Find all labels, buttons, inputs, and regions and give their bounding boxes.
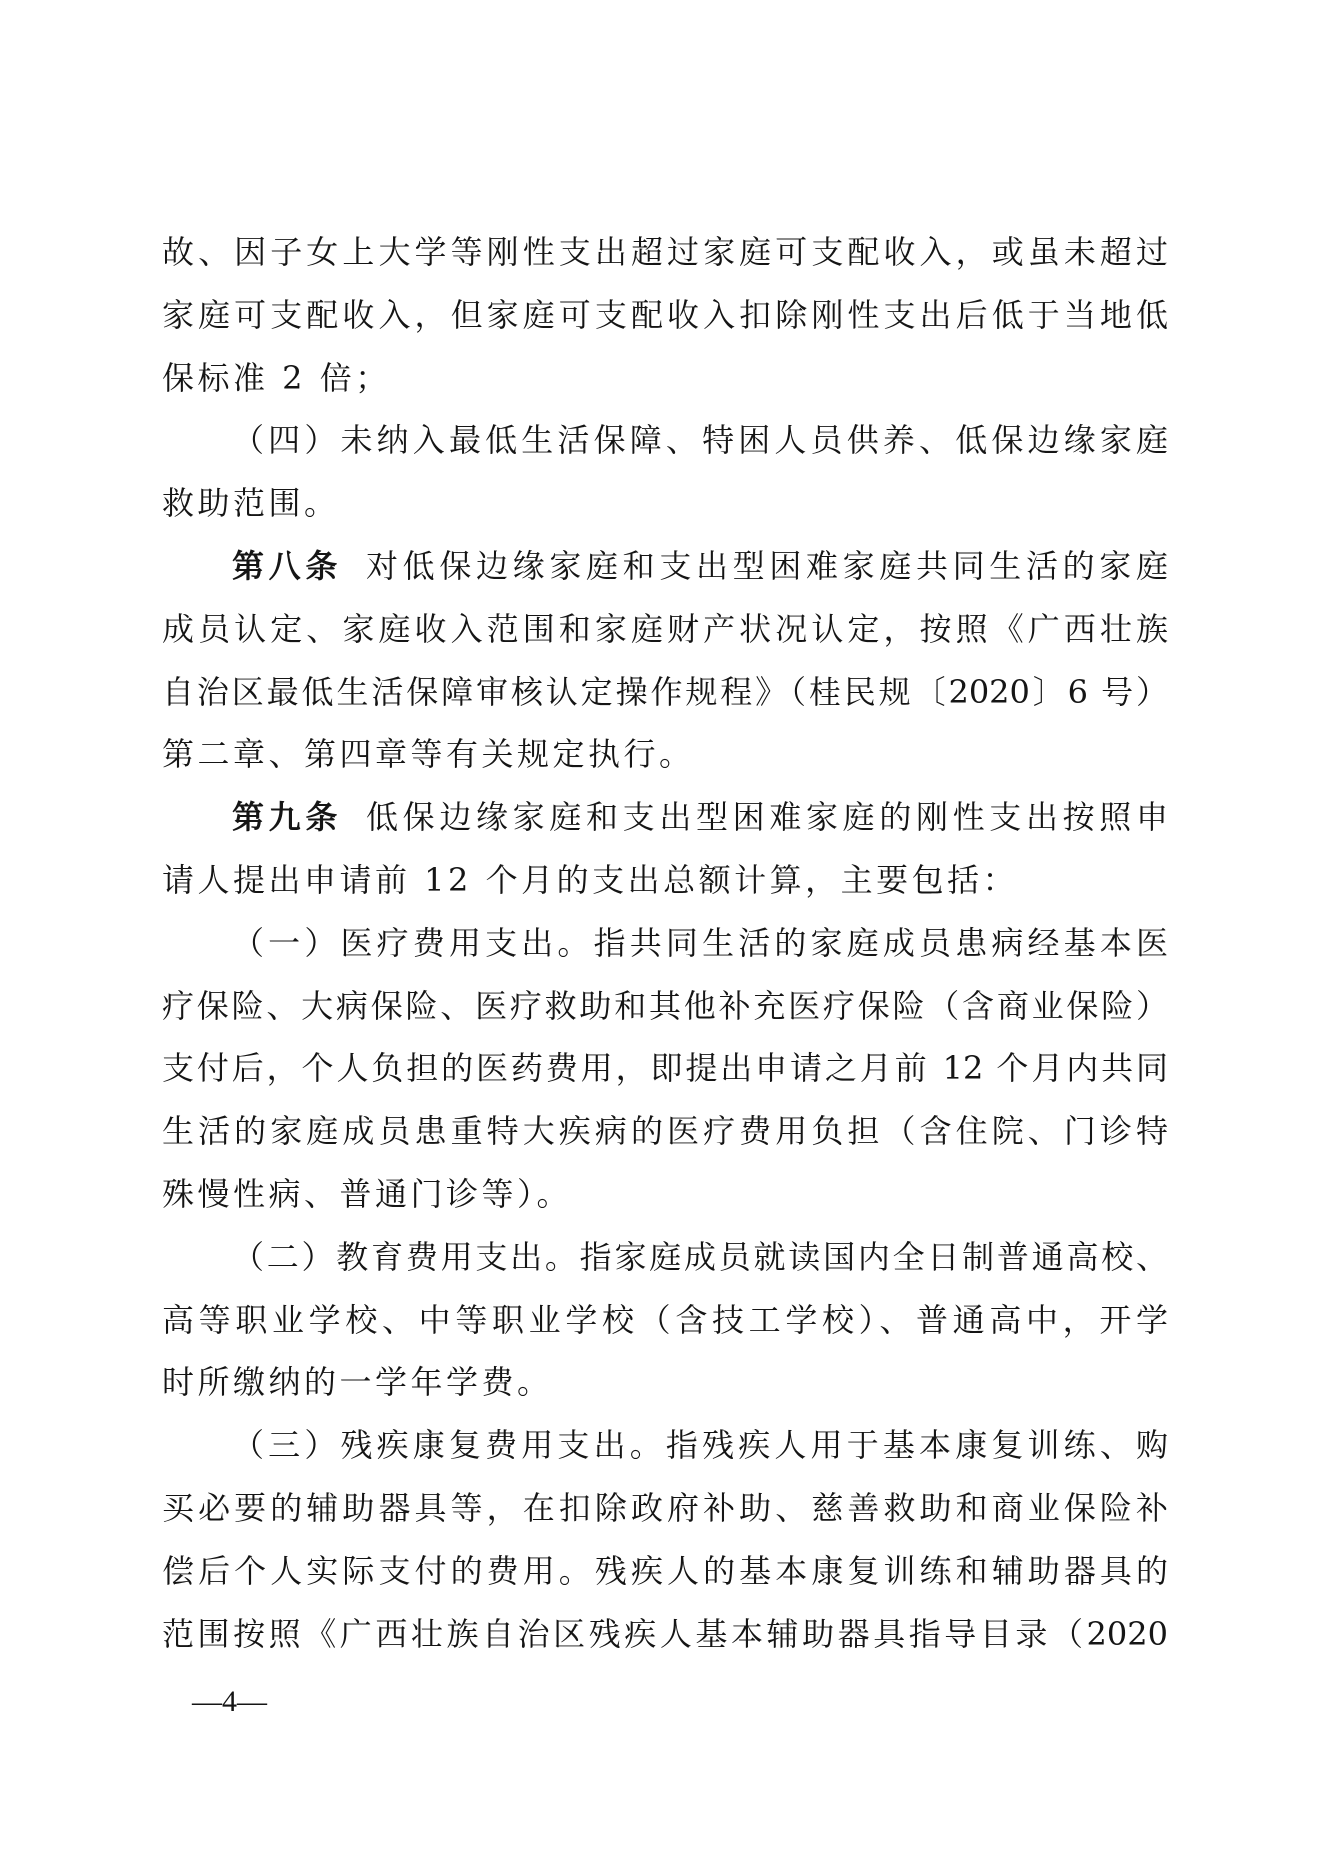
text-line: 买必要的辅助器具等，在扣除政府补助、慈善救助和商业保险补: [162, 1488, 1168, 1527]
paragraph-continuation: [162, 221, 1168, 409]
text-line: [162, 786, 1168, 849]
paragraph-article-8: [162, 535, 1168, 786]
text-line: 成员认定、家庭收入范围和家庭财产状况认定，按照《广西壮族: [162, 609, 1168, 648]
article-heading: 第九条: [232, 798, 342, 837]
paragraph-item-one: [162, 912, 1168, 1226]
text-line-content: 对低保边缘家庭和支出型困难家庭共同生活的家庭: [366, 546, 1168, 585]
paragraph-item-four: [162, 409, 1168, 535]
text-line: 支付后，个人负担的医药费用，即提出申请之月前 12 个月内共同: [162, 1049, 1168, 1088]
text-line: 故、因子女上大学等刚性支出超过家庭可支配收入，或虽未超过: [162, 233, 1168, 271]
text-line: 家庭可支配收入，但家庭可支配收入扣除刚性支出后低于当地低: [162, 295, 1168, 334]
text-line: 高等职业学校、中等职业学校（含技工学校）、普通高中，开学: [162, 1300, 1168, 1339]
text-line-content: 低保边缘家庭和支出型困难家庭的刚性支出按照申: [366, 798, 1168, 837]
text-line: 疗保险、大病保险、医疗救助和其他补充医疗保险（含商业保险）: [162, 986, 1168, 1025]
text-line: （四）未纳入最低生活保障、特困人员供养、低保边缘家庭: [232, 421, 1168, 460]
text-line: 救助范围。: [162, 484, 340, 523]
paragraph-item-three: [162, 1414, 1168, 1665]
text-line: 范围按照《广西壮族自治区残疾人基本辅助器具指导目录（2020: [162, 1614, 1168, 1653]
page-number: —4—: [192, 1685, 267, 1718]
article-heading: 第八条: [232, 546, 342, 585]
text-line: 第二章、第四章等有关规定执行。: [162, 735, 695, 774]
body-text: [162, 221, 1168, 1665]
paragraph-item-two: [162, 1226, 1168, 1414]
text-line: 殊慢性病、普通门诊等）。: [162, 1174, 573, 1213]
text-line: [162, 535, 1168, 598]
text-line: 请人提出申请前 12 个月的支出总额计算，主要包括：: [162, 860, 1019, 899]
text-line: （二）教育费用支出。指家庭成员就读国内全日制普通高校、: [232, 1237, 1168, 1276]
paragraph-article-9: [162, 786, 1168, 912]
text-line: （一）医疗费用支出。指共同生活的家庭成员患病经基本医: [232, 923, 1168, 962]
text-line: 时所缴纳的一学年学费。: [162, 1363, 553, 1402]
text-line: （三）残疾康复费用支出。指残疾人用于基本康复训练、购: [232, 1426, 1168, 1465]
text-line: 生活的家庭成员患重特大疾病的医疗费用负担（含住院、门诊特: [162, 1112, 1168, 1151]
text-line: 偿后个人实际支付的费用。残疾人的基本康复训练和辅助器具的: [162, 1551, 1168, 1590]
text-line: 自治区最低生活保障审核认定操作规程》（桂民规〔2020〕6 号）: [162, 672, 1168, 711]
text-line: 保标准 2 倍；: [162, 358, 391, 397]
